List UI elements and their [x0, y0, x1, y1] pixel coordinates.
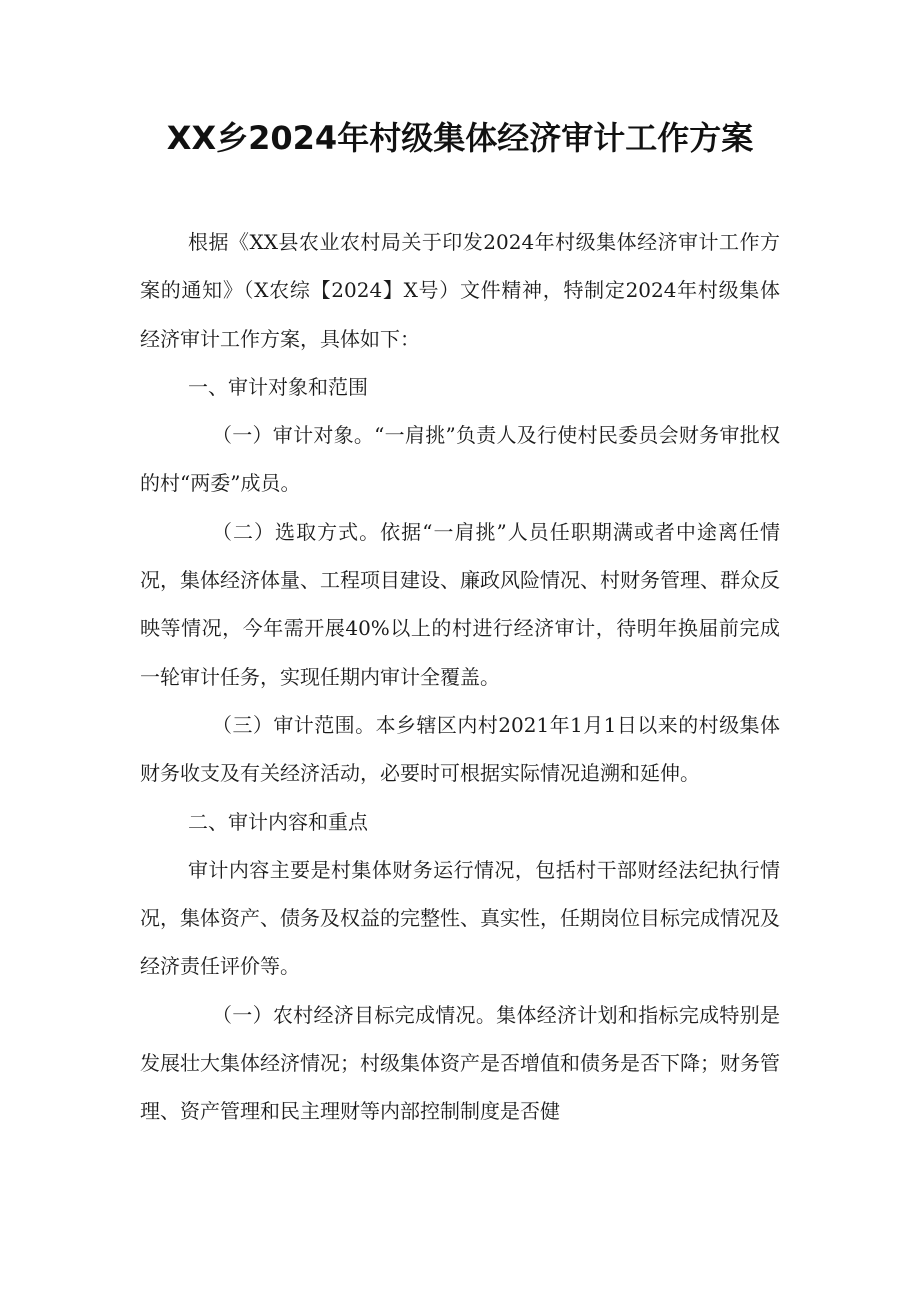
document-body — [140, 218, 780, 1136]
subsection-economic-goals: （一）农村经济目标完成情况。集体经济计划和指标完成特别是发展壮大集体经济情况；村级集体资产是否增值和债务是否下降；财务管理、资产管理和民主理财等内部控制制度是否健 — [140, 1002, 780, 1124]
section-heading-1: 一、审计对象和范围 — [188, 374, 368, 399]
subsection-audit-object: （一）审计对象。“一肩挑”负责人及行使村民委员会财务审批权的村“两委”成员。 — [140, 423, 780, 496]
content-paragraph: 审计内容主要是村集体财务运行情况，包括村干部财经法纪执行情况，集体资产、债务及权益的完整性、真实性，任期岗位目标完成情况及经济责任评价等。 — [140, 857, 780, 979]
section-heading-2: 二、审计内容和重点 — [188, 809, 368, 834]
subsection-selection-method: （二）选取方式。依据“一肩挑”人员任职期满或者中途离任情况，集体经济体量、工程项目建设、廉政风险情况、村财务管理、群众反映等情况，今年需开展40%以上的村进行经济审计，待明年换届前完成一轮审计任务，实现任期内审计全覆盖。 — [140, 519, 780, 689]
document-title: XX乡2024年村级集体经济审计工作方案 — [166, 119, 754, 157]
subsection-audit-scope: （三）审计范围。本乡辖区内村2021年1月1日以来的村级集体财务收支及有关经济活动，必要时可根据实际情况追溯和延伸。 — [140, 712, 780, 786]
intro-paragraph: 根据《XX县农业农村局关于印发2024年村级集体经济审计工作方案的通知》（X农综【2024】X号）文件精神，特制定2024年村级集体经济审计工作方案，具体如下： — [140, 230, 780, 351]
